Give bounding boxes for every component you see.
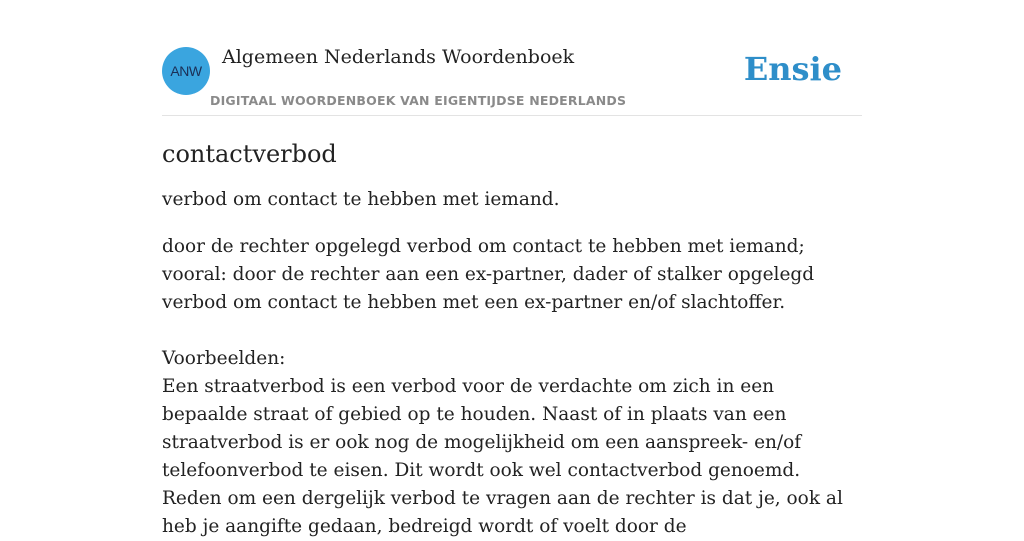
entry-definition: verbod om contact te hebben met iemand. [162,189,560,210]
entry-description: door de rechter opgelegd verbod om contact te hebben met iemand; vooral: door de rechter aan een ex-partner, dader of stalker opgelegd verbod om contact te hebben met een ex-partner en/of slachtoffer. [162,236,815,313]
anw-logo-text: ANW [170,63,202,79]
site-title[interactable]: Algemeen Nederlands Woordenboek [222,46,575,68]
site-subtitle: DIGITAAL WOORDENBOEK VAN EIGENTIJDSE NEDERLANDS [210,93,627,108]
examples-text: Een straatverbod is een verbod voor de verdachte om zich in een bepaalde straat of gebied op te houden. Naast of in plaats van een straatverbod is er ook nog de mogelijkheid om een aanspreek- en/of telefoonverbod te eisen. Dit wordt ook wel contactverbod genoemd. Reden om een dergelijk verbod te vragen aan de rechter is dat je, ook al heb je aangifte gedaan, bedreigd wordt of voelt door de [162,376,843,537]
entry-content [162,138,862,541]
spacer [162,317,862,345]
header-divider [162,115,862,116]
ensie-brand-logo[interactable]: Ensie [743,50,842,88]
anw-logo[interactable] [162,47,210,95]
entry-headword: contactverbod [162,140,337,168]
examples-heading: Voorbeelden: [162,348,286,369]
site-header [162,40,862,116]
